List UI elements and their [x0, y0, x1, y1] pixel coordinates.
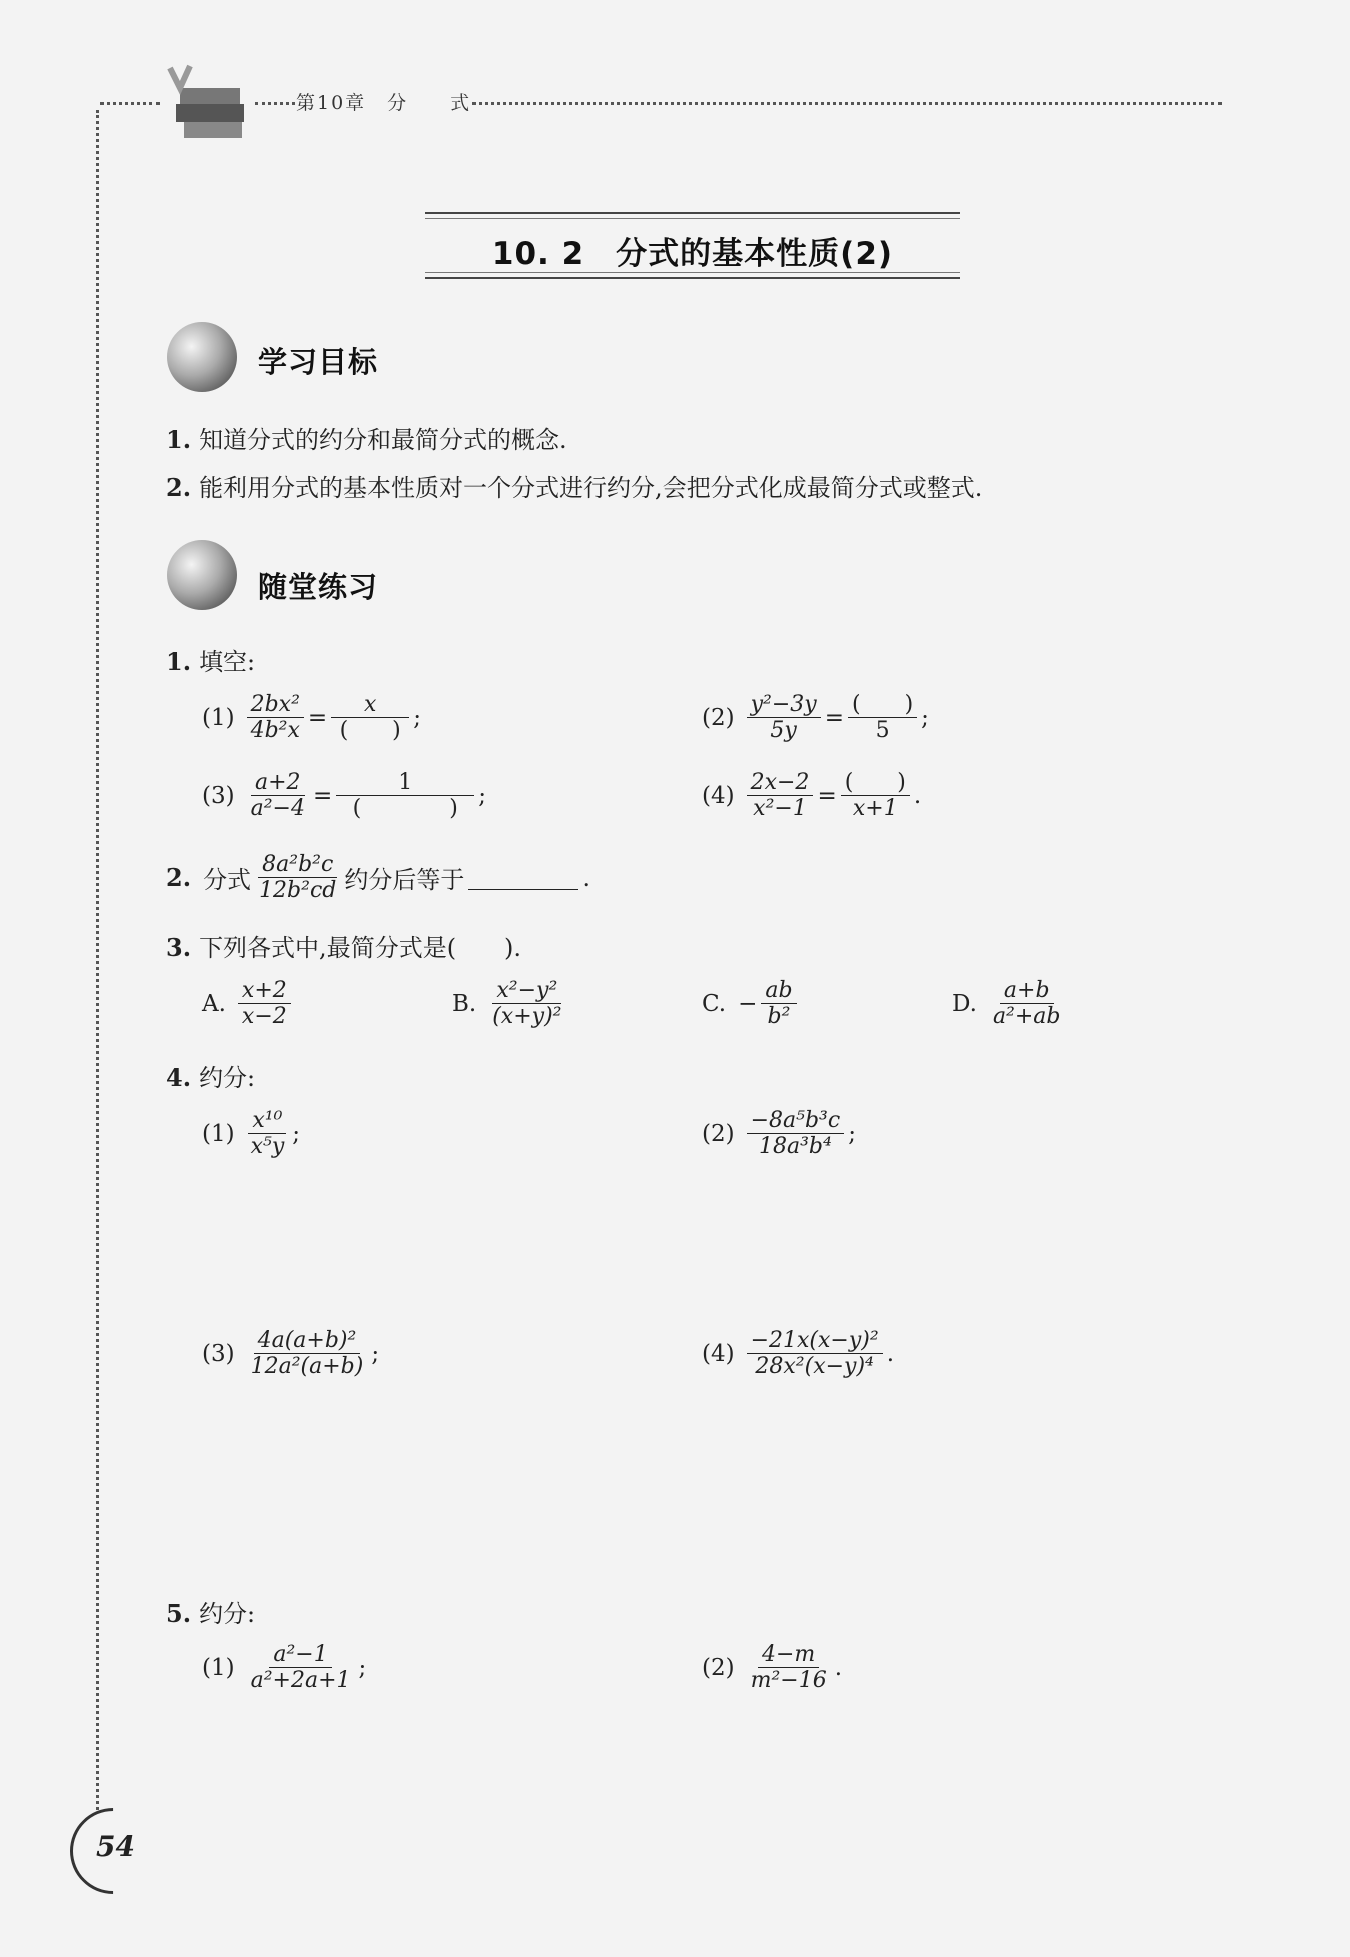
- numerator: ab: [761, 978, 796, 1004]
- numerator: x²−y²: [492, 978, 561, 1004]
- numerator: 1: [336, 770, 474, 796]
- numerator: x: [331, 692, 409, 718]
- chapter-heading: 第10章 分 式: [296, 92, 472, 114]
- question-text: 下列各式中,最简分式是( ).: [199, 934, 522, 962]
- globe-icon: [167, 540, 237, 610]
- option-label: C.: [702, 990, 727, 1017]
- section-title-goals: 学习目标: [258, 345, 379, 379]
- q4-part-2: [702, 1108, 856, 1160]
- question-text: 约分后等于: [344, 866, 465, 895]
- q1-part-4: (4) $\frac{2x-2}{\text{x²−1}}$ = $\frac{( )}{x+1}$ .: [702, 770, 922, 822]
- numerator: a²−1: [269, 1642, 331, 1668]
- option-a[interactable]: [202, 978, 291, 1030]
- denominator: x−2: [241, 1004, 287, 1030]
- question-2: [166, 852, 590, 904]
- denominator: 4b²x: [250, 718, 300, 744]
- fraction: [841, 770, 910, 822]
- numerator: 8a²b²c: [258, 852, 337, 878]
- part-label: (2): [702, 1120, 735, 1147]
- fraction: [989, 978, 1065, 1030]
- header-dotted-rule: [100, 102, 160, 105]
- option-b[interactable]: [452, 978, 565, 1030]
- punctuation: ;: [921, 704, 929, 731]
- q4-part-4: [702, 1328, 894, 1380]
- option-label: D.: [952, 990, 977, 1017]
- denominator: (x+y)²: [492, 1004, 562, 1030]
- numerator: 4a(a+b)²: [254, 1328, 361, 1354]
- goal-number: 2.: [166, 473, 192, 502]
- fraction: [747, 1108, 845, 1160]
- fraction: [247, 692, 304, 744]
- option-label: B.: [452, 990, 477, 1017]
- question-number: 2.: [166, 863, 192, 893]
- part-label: (2): [702, 1654, 735, 1681]
- margin-dotted-rule: [96, 110, 99, 1810]
- punctuation: .: [913, 782, 922, 809]
- part-label: (3): [202, 782, 235, 809]
- punctuation: ;: [413, 704, 421, 731]
- part-label: (1): [202, 704, 235, 731]
- punctuation: ;: [371, 1340, 380, 1367]
- part-label: (4): [702, 1340, 735, 1367]
- fraction: [247, 770, 309, 822]
- goal-item: [166, 468, 982, 503]
- q5-part-2: [702, 1642, 842, 1694]
- fraction: [331, 692, 409, 744]
- header-dotted-rule: [255, 102, 295, 105]
- fraction: [747, 692, 821, 744]
- punctuation: ;: [478, 782, 486, 809]
- denominator: a²+ab: [992, 1004, 1061, 1030]
- numerator: 4−m: [758, 1642, 819, 1668]
- part-label: (3): [202, 1340, 235, 1367]
- q1-part-1: (1) $\frac{\text{2bx²}}{\text{4b²x}}$ = $\frac{x}{( )}$ ;: [202, 692, 421, 744]
- denominator: 12a²(a+b): [250, 1354, 364, 1380]
- fraction: [238, 978, 291, 1030]
- lesson-title: 10. 2 分式的基本性质(2): [491, 236, 894, 272]
- denominator: 28x²(x−y)⁴: [755, 1354, 874, 1380]
- denominator-blank[interactable]: ( ): [339, 718, 401, 744]
- question-number: 3.: [166, 933, 192, 962]
- part-label: (1): [202, 1654, 235, 1681]
- fraction: [848, 692, 917, 744]
- fraction: [247, 1328, 368, 1380]
- numerator: a+b: [1000, 978, 1054, 1004]
- denominator: 5y: [770, 718, 797, 744]
- question-text: 约分:: [199, 1600, 256, 1628]
- denominator: a²+2a+1: [250, 1668, 351, 1694]
- option-c[interactable]: [702, 978, 797, 1030]
- goal-item: [166, 420, 567, 455]
- numerator-blank[interactable]: ( ): [841, 770, 910, 796]
- question-text: 填空:: [199, 648, 256, 676]
- question-number: 4.: [166, 1063, 192, 1092]
- goal-text: 能利用分式的基本性质对一个分式进行约分,会把分式化成最简分式或整式.: [199, 474, 983, 502]
- fraction: [247, 1108, 289, 1160]
- question-5: [166, 1594, 255, 1629]
- denominator: 12b²cd: [259, 878, 337, 904]
- punctuation: ;: [292, 1120, 300, 1147]
- numerator: a+2: [251, 770, 305, 796]
- goal-number: 1.: [166, 425, 192, 454]
- question-text: 约分:: [199, 1064, 256, 1092]
- numerator-blank[interactable]: ( ): [848, 692, 917, 718]
- fraction: [761, 978, 796, 1030]
- fraction: [255, 852, 340, 904]
- fraction: [336, 770, 474, 822]
- denominator: a²−4: [250, 796, 305, 822]
- part-label: (1): [202, 1120, 235, 1147]
- question-number: 1.: [166, 647, 192, 676]
- numerator: −21x(x−y)²: [747, 1328, 883, 1354]
- fraction: [747, 1328, 883, 1380]
- question-text: 分式: [203, 866, 252, 895]
- section-title-practice: 随堂练习: [258, 570, 379, 604]
- q1-part-3: (3) $\frac{a+2}{\text{a²−4}}$ = $\frac{1}{( )}$ ;: [202, 770, 486, 822]
- fraction: [488, 978, 565, 1030]
- option-label: A.: [202, 990, 226, 1017]
- q4-part-1: [202, 1108, 300, 1160]
- fraction: [247, 1642, 355, 1694]
- page-number: 54: [96, 1830, 135, 1863]
- question-1: [166, 642, 255, 677]
- denominator: x⁵y: [250, 1134, 285, 1160]
- question-number: 5.: [166, 1599, 192, 1628]
- globe-icon: [167, 322, 237, 392]
- answer-blank[interactable]: [468, 865, 578, 890]
- numerator: 2bx²: [247, 692, 304, 718]
- numerator: 2x−2: [747, 770, 814, 796]
- denominator: m²−16: [750, 1668, 827, 1694]
- denominator: 18a³b⁴: [758, 1134, 832, 1160]
- numerator: x+2: [238, 978, 291, 1004]
- question-3: [166, 928, 521, 963]
- denominator-blank[interactable]: ( ): [352, 796, 458, 822]
- denominator: x²−1: [753, 796, 807, 822]
- part-label: (4): [702, 782, 735, 809]
- goal-text: 知道分式的约分和最简分式的概念.: [199, 426, 567, 454]
- denominator: 5: [875, 718, 890, 744]
- punctuation: .: [582, 863, 591, 892]
- numerator: x¹⁰: [248, 1108, 286, 1134]
- q1-part-2: (2) $\frac{\text{y²−3y}}{5y}$ = $\frac{( )}{5}$ ;: [702, 692, 929, 744]
- numerator: y²−3y: [747, 692, 821, 718]
- fraction: [747, 770, 814, 822]
- denominator: b²: [767, 1004, 791, 1030]
- header-dotted-rule: [472, 102, 1222, 105]
- q5-part-1: [202, 1642, 366, 1694]
- punctuation: ;: [848, 1120, 856, 1147]
- minus-sign: −: [738, 990, 758, 1017]
- option-d[interactable]: [952, 978, 1065, 1030]
- part-label: (2): [702, 704, 735, 731]
- question-4: [166, 1058, 255, 1093]
- punctuation: ;: [358, 1654, 367, 1681]
- books-icon: [150, 58, 260, 148]
- numerator: −8a⁵b³c: [747, 1108, 845, 1134]
- punctuation: .: [886, 1340, 894, 1367]
- lesson-title-box: [425, 212, 960, 279]
- punctuation: .: [834, 1654, 843, 1681]
- fraction: [747, 1642, 831, 1694]
- denominator: x+1: [852, 796, 898, 822]
- q4-part-3: [202, 1328, 379, 1380]
